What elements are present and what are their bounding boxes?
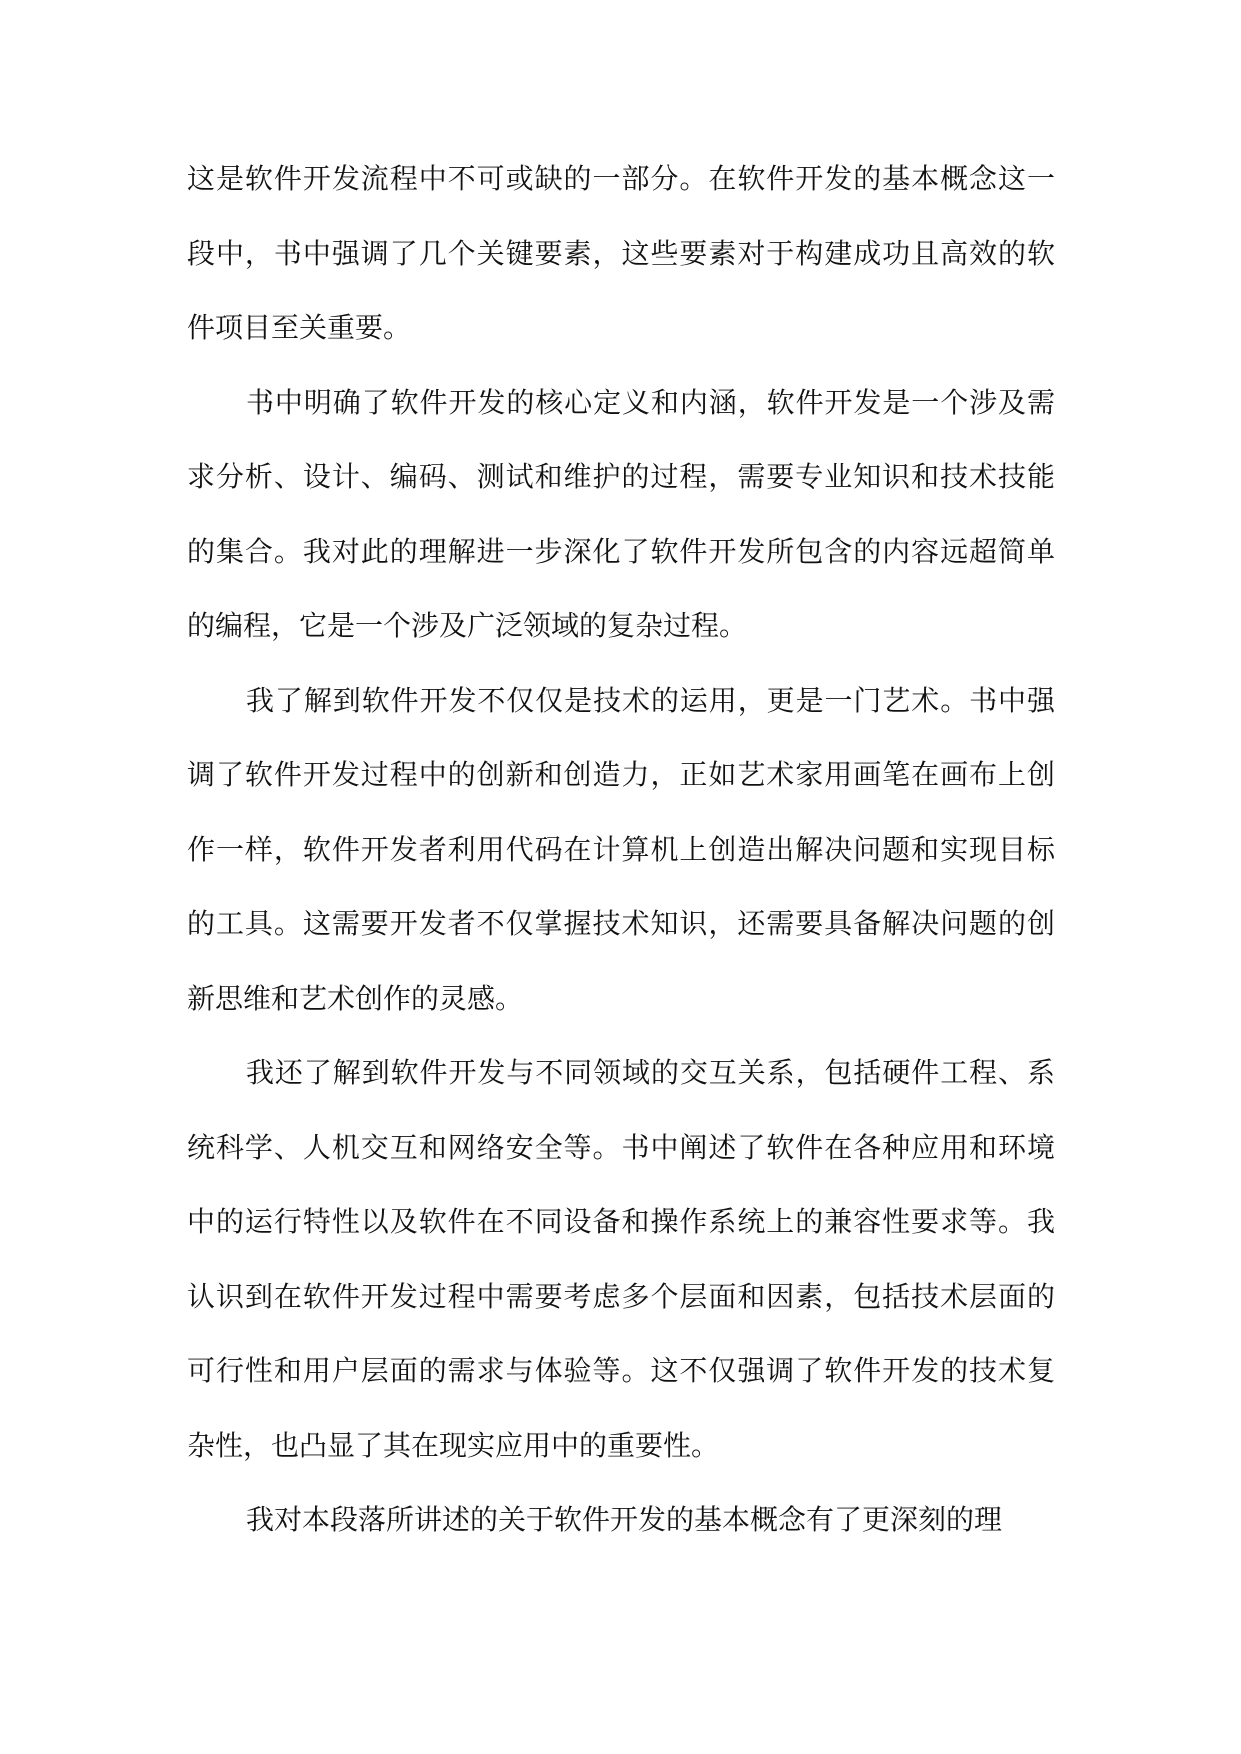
text-line: 我还了解到软件开发与不同领域的交互关系，包括硬件工程、系	[246, 1056, 1055, 1089]
text-line: 段中，书中强调了几个关键要素，这些要素对于构建成功且高效的软	[187, 236, 1055, 270]
text-line: 的编程，它是一个涉及广泛领域的复杂过程。	[187, 609, 748, 642]
text-line: 件项目至关重要。	[187, 311, 412, 344]
text-line: 统科学、人机交互和网络安全等。书中阐述了软件在各种应用和环境	[187, 1130, 1055, 1164]
paragraph	[187, 366, 1055, 664]
paragraph	[187, 1036, 1055, 1483]
body-text	[187, 142, 1055, 1558]
text-line: 中的运行特性以及软件在不同设备和操作系统上的兼容性要求等。我	[187, 1205, 1055, 1238]
text-line: 的工具。这需要开发者不仅掌握技术知识，还需要具备解决问题的创	[187, 907, 1055, 940]
text-line: 这是软件开发流程中不可或缺的一部分。在软件开发的基本概念这一	[187, 162, 1055, 195]
text-line: 杂性，也凸显了其在现实应用中的重要性。	[187, 1428, 720, 1462]
text-line: 书中明确了软件开发的核心定义和内涵，软件开发是一个涉及需	[246, 385, 1055, 419]
text-line: 调了软件开发过程中的创新和创造力，正如艺术家用画笔在画布上创	[187, 758, 1055, 791]
paragraph	[187, 664, 1055, 1037]
text-line: 求分析、设计、编码、测试和维护的过程，需要专业知识和技术技能	[187, 460, 1055, 493]
text-line: 作一样，软件开发者利用代码在计算机上创造出解决问题和实现目标	[187, 832, 1055, 866]
text-line: 我对本段落所讲述的关于软件开发的基本概念有了更深刻的理	[246, 1503, 1003, 1536]
text-line: 认识到在软件开发过程中需要考虑多个层面和因素，包括技术层面的	[187, 1279, 1055, 1313]
text-line: 可行性和用户层面的需求与体验等。这不仅强调了软件开发的技术复	[187, 1354, 1055, 1387]
paragraph	[187, 1483, 1055, 1558]
text-line: 的集合。我对此的理解进一步深化了软件开发所包含的内容远超简单	[187, 534, 1055, 568]
text-line: 我了解到软件开发不仅仅是技术的运用，更是一门艺术。书中强	[246, 683, 1055, 717]
text-line: 新思维和艺术创作的灵感。	[187, 981, 524, 1015]
paragraph	[187, 142, 1055, 366]
